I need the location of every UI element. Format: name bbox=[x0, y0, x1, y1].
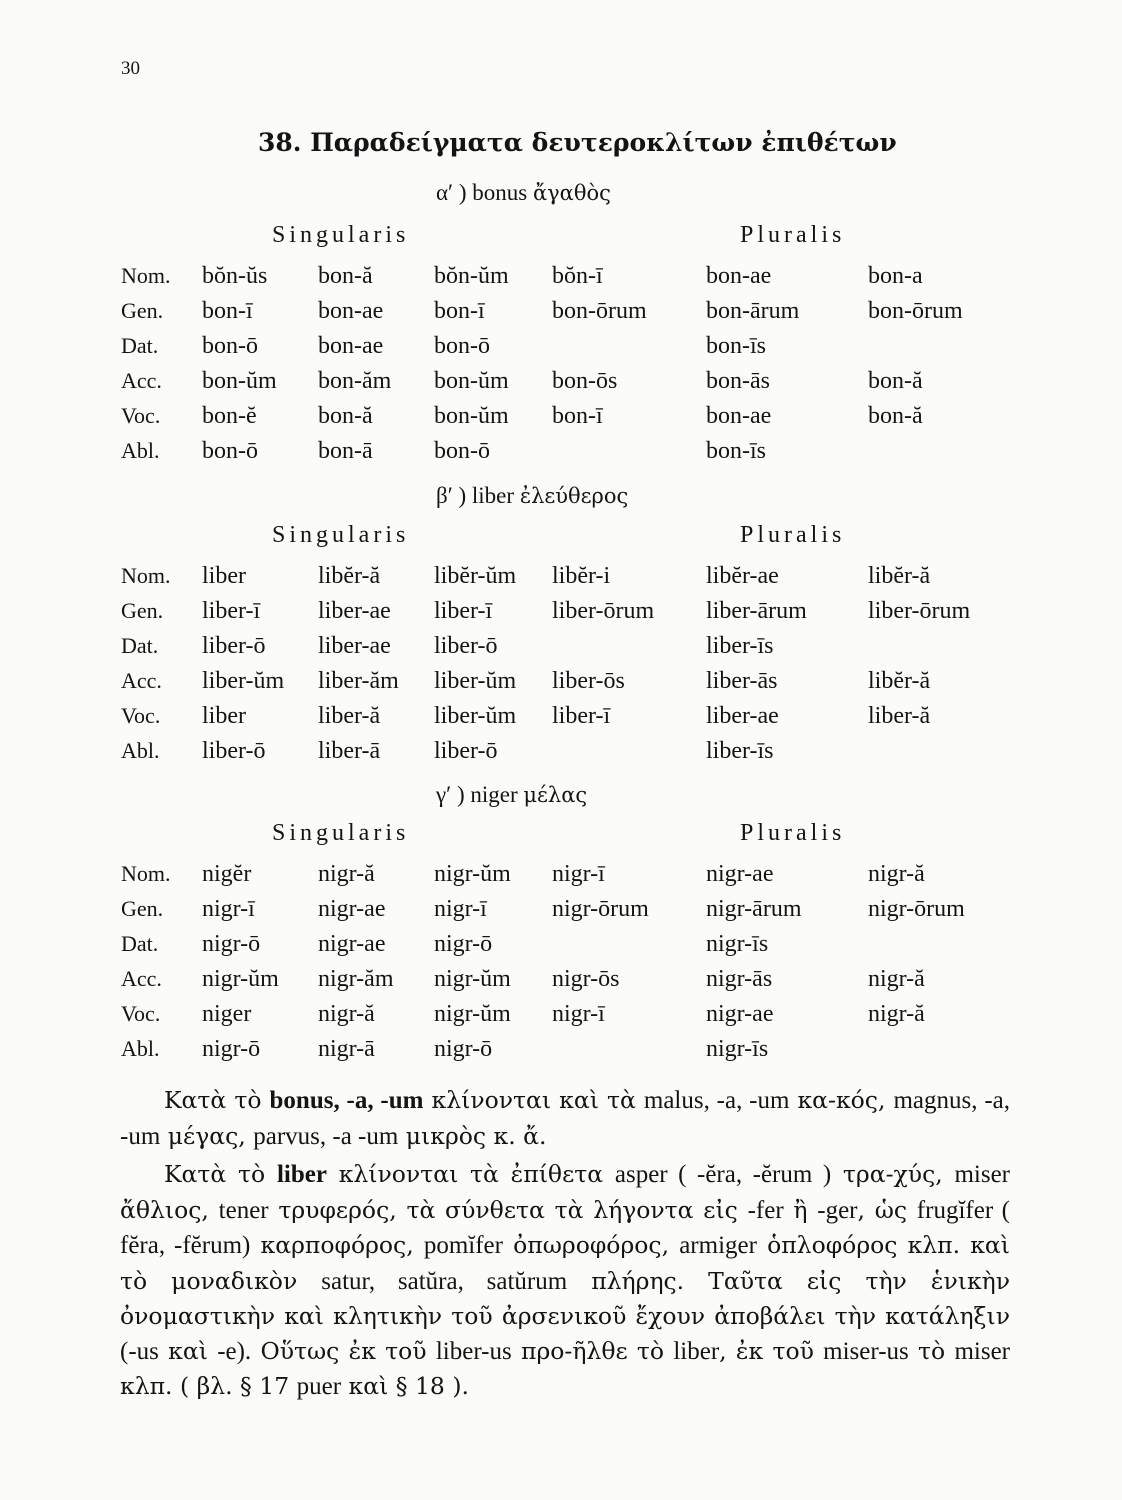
note-latin: magnus, -a, -um bbox=[120, 1087, 1010, 1150]
note-text: Οὕτως ἐκ τοῦ bbox=[251, 1336, 436, 1365]
table-row bbox=[0, 668, 1122, 702]
note-text: ὁπλοφόρος κλπ. καὶ τὸ μοναδικὸν bbox=[120, 1231, 1011, 1295]
paradigm-heading bbox=[436, 782, 587, 808]
case-label: Gen. bbox=[121, 598, 164, 623]
form-cell: nigr-ă bbox=[868, 966, 925, 992]
form-cell: nigr-ō bbox=[434, 1036, 493, 1062]
form-cell: bon-ae bbox=[318, 333, 384, 359]
form-cell: liber-ī bbox=[202, 598, 261, 624]
note-latin: parvus, -a -um bbox=[253, 1122, 399, 1150]
form-cell: bon-ōs bbox=[552, 368, 618, 394]
form-cell: nigr-ī bbox=[552, 1001, 605, 1027]
form-cell: bon-ārum bbox=[706, 298, 800, 324]
note-text: πλήρης. Ταῦτα εἰς τὴν ἑνικὴν ὀνομαστικὴν καὶ κλητικὴν τοῦ ἀρσενικοῦ ἔχουν ἀποβάλει τὴν κατάληξιν bbox=[120, 1266, 1010, 1330]
form-cell: nigr-ī bbox=[434, 896, 487, 922]
note-text: , ἐκ τοῦ bbox=[719, 1336, 824, 1365]
form-cell: liber-īs bbox=[706, 633, 774, 659]
paradigm-latin: liber bbox=[471, 483, 515, 508]
case-label: Gen. bbox=[121, 896, 164, 921]
table-row bbox=[0, 563, 1122, 597]
form-cell: bon-īs bbox=[706, 438, 766, 464]
form-cell: liber-ās bbox=[706, 668, 778, 694]
note-latin: -e). bbox=[217, 1337, 252, 1365]
note-text: τὸ bbox=[908, 1336, 955, 1365]
case-label: Dat. bbox=[121, 633, 159, 658]
note-bold-term: liber bbox=[276, 1161, 327, 1188]
form-cell: liber-ō bbox=[434, 738, 498, 764]
form-cell: nigr-ōrum bbox=[552, 896, 649, 922]
paradigm-heading bbox=[436, 180, 611, 206]
note-bold-term: bonus, -a, -um bbox=[269, 1087, 424, 1114]
table-row bbox=[0, 263, 1122, 297]
note-text: καρποφόρος, bbox=[250, 1231, 424, 1259]
note-latin: miser bbox=[954, 1161, 1010, 1188]
form-cell: nigr-ŭm bbox=[202, 966, 279, 992]
note-latin: miser bbox=[954, 1337, 1010, 1365]
note-text: Κατὰ τὸ bbox=[164, 1086, 270, 1114]
form-cell: bon-ā bbox=[318, 438, 373, 464]
form-cell: nigr-ă bbox=[318, 1001, 375, 1027]
paradigm-label: γ′ ) bbox=[436, 782, 465, 807]
form-cell: bŏn-ŭs bbox=[202, 263, 268, 289]
form-cell: bon-ō bbox=[434, 438, 490, 464]
case-label: Nom. bbox=[121, 263, 171, 288]
note-latin: (-us bbox=[120, 1337, 159, 1365]
paradigm-latin: niger bbox=[470, 782, 518, 807]
note-text: καὶ bbox=[158, 1336, 218, 1365]
form-cell: liber-ae bbox=[318, 598, 391, 624]
note-latin: satur, satŭra, satŭrum bbox=[321, 1267, 568, 1295]
form-cell: bon-a bbox=[868, 263, 923, 289]
paradigm-label: β′ ) bbox=[436, 483, 467, 508]
plural-label: Pluralis bbox=[740, 522, 846, 548]
form-cell: bon-ŭm bbox=[202, 368, 277, 394]
case-label: Voc. bbox=[121, 1001, 161, 1026]
form-cell: nigr-īs bbox=[706, 931, 769, 957]
form-cell: bon-ŭm bbox=[434, 368, 509, 394]
form-cell: liber-ăm bbox=[318, 668, 399, 694]
note-text: ἄθλιος, bbox=[120, 1195, 219, 1224]
case-label: Gen. bbox=[121, 298, 164, 323]
form-cell: nigr-ă bbox=[318, 861, 375, 887]
note-text: ἢ bbox=[783, 1195, 818, 1224]
plural-label: Pluralis bbox=[740, 820, 846, 846]
plural-label: Pluralis bbox=[740, 222, 846, 248]
paradigm-greek: ἄγαθὸς bbox=[532, 181, 611, 205]
note-text: καὶ § 18 ). bbox=[341, 1372, 469, 1400]
form-cell: nigr-ōs bbox=[552, 966, 620, 992]
case-label: Voc. bbox=[121, 403, 161, 428]
case-label: Acc. bbox=[121, 966, 162, 991]
form-cell: bon-ă bbox=[868, 368, 923, 394]
case-label: Nom. bbox=[121, 563, 171, 588]
form-cell: liber-ō bbox=[434, 633, 498, 659]
note-text: κλίνονται τὰ ἐπίθετα bbox=[326, 1160, 615, 1188]
form-cell: bon-ōrum bbox=[552, 298, 647, 324]
case-label: Abl. bbox=[121, 438, 160, 463]
case-label: Acc. bbox=[121, 668, 162, 693]
note-latin: liber-us bbox=[435, 1337, 512, 1365]
paradigm-heading bbox=[436, 483, 628, 509]
form-cell: bon-ī bbox=[202, 298, 253, 324]
form-cell: nigr-ae bbox=[318, 931, 386, 957]
form-cell: nigr-ă bbox=[868, 861, 925, 887]
case-label: Dat. bbox=[121, 333, 159, 358]
note-text: προ-ῆλθε τὸ bbox=[511, 1336, 674, 1365]
table-row bbox=[0, 966, 1122, 1000]
note-latin: armiger bbox=[679, 1232, 757, 1259]
form-cell: bŏn-ŭm bbox=[434, 263, 509, 289]
note-latin: malus, -a, -um bbox=[643, 1087, 790, 1114]
form-cell: liber bbox=[202, 703, 246, 729]
form-cell: liber-ŭm bbox=[434, 703, 517, 729]
form-cell: nigr-ăm bbox=[318, 966, 394, 992]
note-text: κλίνονται καὶ τὰ bbox=[423, 1086, 644, 1114]
form-cell: liber-ā bbox=[318, 738, 381, 764]
form-cell: liber-ŭm bbox=[434, 668, 517, 694]
form-cell: liber-ae bbox=[706, 703, 779, 729]
form-cell: bon-ae bbox=[318, 298, 384, 324]
note-text: κλπ. ( βλ. § 17 bbox=[120, 1372, 297, 1400]
case-label: Voc. bbox=[121, 703, 161, 728]
form-cell: bon-ī bbox=[434, 298, 485, 324]
note-text: τρυφερός, τὰ σύνθετα τὰ λήγοντα εἰς bbox=[268, 1195, 748, 1224]
note-text: Κατὰ τὸ bbox=[164, 1160, 277, 1188]
table-row bbox=[0, 703, 1122, 737]
case-label: Acc. bbox=[121, 368, 162, 393]
form-cell: libĕr-ă bbox=[868, 563, 931, 589]
note-latin: -fer bbox=[747, 1196, 784, 1224]
form-cell: bon-ae bbox=[706, 263, 772, 289]
form-cell: libĕr-i bbox=[552, 563, 611, 589]
form-cell: liber-īs bbox=[706, 738, 774, 764]
case-label: Nom. bbox=[121, 861, 171, 886]
table-row bbox=[0, 298, 1122, 332]
case-label: Abl. bbox=[121, 1036, 160, 1061]
form-cell: liber-ōrum bbox=[868, 598, 971, 624]
form-cell: bon-ĕ bbox=[202, 403, 257, 429]
paradigm-label: α′ ) bbox=[436, 180, 467, 205]
form-cell: bon-ō bbox=[434, 333, 490, 359]
form-cell: nigr-ī bbox=[552, 861, 605, 887]
form-cell: bon-ăm bbox=[318, 368, 392, 394]
form-cell: bon-ōrum bbox=[868, 298, 963, 324]
note-text: ὀπωροφόρος, bbox=[502, 1231, 680, 1259]
form-cell: bon-ŭm bbox=[434, 403, 509, 429]
table-row bbox=[0, 403, 1122, 437]
form-cell: nigr-ārum bbox=[706, 896, 802, 922]
table-row bbox=[0, 368, 1122, 402]
note-latin: puer bbox=[296, 1373, 342, 1400]
form-cell: liber-ārum bbox=[706, 598, 807, 624]
note-latin: pomĭfer bbox=[423, 1232, 503, 1259]
table-row bbox=[0, 633, 1122, 667]
paradigm-greek: μέλας bbox=[523, 783, 588, 807]
table-row bbox=[0, 896, 1122, 930]
form-cell: bon-ō bbox=[202, 438, 258, 464]
form-cell: bon-ă bbox=[318, 263, 373, 289]
form-cell: nigr-ae bbox=[706, 1001, 774, 1027]
table-row bbox=[0, 861, 1122, 895]
note-latin: frugĭfer ( fĕra, -fĕrum) bbox=[120, 1196, 1010, 1259]
section-title: 38. Παραδείγματα δευτεροκλίτων ἐπιθέτων bbox=[258, 128, 897, 157]
note-text: μικρὸς κ. ἄ. bbox=[398, 1121, 547, 1150]
form-cell: bon-īs bbox=[706, 333, 766, 359]
page-number: 30 bbox=[121, 58, 140, 79]
note-text: κα-κός, bbox=[789, 1086, 894, 1114]
form-cell: liber-ae bbox=[318, 633, 391, 659]
table-row bbox=[0, 738, 1122, 772]
form-cell: bon-ō bbox=[202, 333, 258, 359]
note-text: , ὡς bbox=[857, 1195, 917, 1224]
singular-label: Singularis bbox=[272, 820, 410, 846]
table-row bbox=[0, 931, 1122, 965]
form-cell: liber-ōrum bbox=[552, 598, 655, 624]
form-cell: nigr-ā bbox=[318, 1036, 375, 1062]
note-latin: liber bbox=[673, 1337, 720, 1365]
note-text: τρα-χύς, bbox=[831, 1160, 955, 1188]
note-latin: tener bbox=[218, 1196, 269, 1224]
form-cell: bon-ae bbox=[706, 403, 772, 429]
form-cell: bon-ă bbox=[318, 403, 373, 429]
form-cell: liber-ŭm bbox=[202, 668, 285, 694]
note-liber bbox=[120, 1157, 1010, 1405]
form-cell: nigr-ae bbox=[706, 861, 774, 887]
form-cell: liber-ī bbox=[434, 598, 493, 624]
form-cell: nigr-ŭm bbox=[434, 861, 511, 887]
paradigm-greek: ἐλεύθερος bbox=[519, 484, 629, 508]
table-row bbox=[0, 438, 1122, 472]
form-cell: liber-ă bbox=[868, 703, 931, 729]
note-latin: -ger bbox=[817, 1196, 858, 1224]
form-cell: liber-ōs bbox=[552, 668, 625, 694]
form-cell: liber-ī bbox=[552, 703, 611, 729]
form-cell: nigr-ō bbox=[202, 931, 261, 957]
singular-label: Singularis bbox=[272, 522, 410, 548]
form-cell: nigr-ă bbox=[868, 1001, 925, 1027]
form-cell: nigr-ī bbox=[202, 896, 255, 922]
form-cell: liber-ō bbox=[202, 738, 266, 764]
table-row bbox=[0, 333, 1122, 367]
form-cell: bon-ās bbox=[706, 368, 770, 394]
form-cell: nigr-īs bbox=[706, 1036, 769, 1062]
form-cell: nigr-ōrum bbox=[868, 896, 965, 922]
form-cell: libĕr-ŭm bbox=[434, 563, 517, 589]
form-cell: liber-ă bbox=[318, 703, 381, 729]
form-cell: nigr-ae bbox=[318, 896, 386, 922]
form-cell: nigr-ŭm bbox=[434, 1001, 511, 1027]
form-cell: bon-ī bbox=[552, 403, 603, 429]
form-cell: niger bbox=[202, 1001, 252, 1027]
paradigm-latin: bonus bbox=[472, 180, 528, 205]
note-latin: asper ( -ĕra, -ĕrum ) bbox=[614, 1161, 832, 1188]
form-cell: liber-ō bbox=[202, 633, 266, 659]
form-cell: libĕr-ae bbox=[706, 563, 779, 589]
table-row bbox=[0, 1001, 1122, 1035]
table-row bbox=[0, 1036, 1122, 1070]
form-cell: bŏn-ī bbox=[552, 263, 603, 289]
form-cell: nigr-ō bbox=[202, 1036, 261, 1062]
singular-label: Singularis bbox=[272, 222, 410, 248]
case-label: Dat. bbox=[121, 931, 159, 956]
form-cell: nigĕr bbox=[202, 861, 252, 887]
note-bonus bbox=[120, 1083, 1010, 1154]
form-cell: nigr-ās bbox=[706, 966, 773, 992]
form-cell: liber bbox=[202, 563, 246, 589]
form-cell: bon-ă bbox=[868, 403, 923, 429]
form-cell: nigr-ō bbox=[434, 931, 493, 957]
note-text: μέγας, bbox=[160, 1121, 254, 1150]
form-cell: nigr-ŭm bbox=[434, 966, 511, 992]
case-label: Abl. bbox=[121, 738, 160, 763]
note-latin: miser-us bbox=[823, 1337, 909, 1365]
table-row bbox=[0, 598, 1122, 632]
form-cell: libĕr-ă bbox=[318, 563, 381, 589]
form-cell: libĕr-ă bbox=[868, 668, 931, 694]
